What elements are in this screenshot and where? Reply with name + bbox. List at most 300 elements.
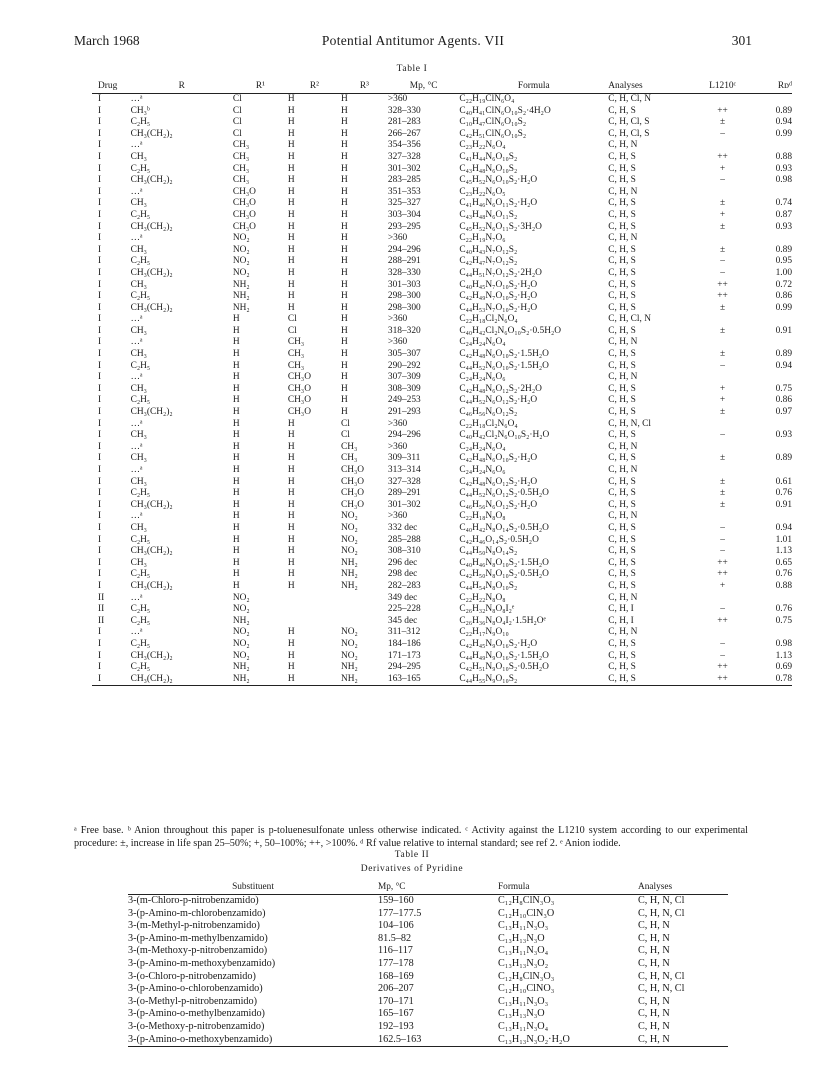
- table-cell: C, H, N: [608, 592, 638, 603]
- table-cell: H: [287, 291, 295, 302]
- table-cell: CH₃: [232, 140, 250, 151]
- table-cell: I: [98, 638, 102, 649]
- table-row: [92, 187, 792, 199]
- table-cell: C, H, N, Cl: [638, 907, 685, 919]
- table-row: [92, 662, 792, 674]
- table-cell: H: [288, 674, 341, 686]
- table-cell: >360: [387, 337, 408, 348]
- table-cell: 3-(m-Methoxy-p-nitrobenzamido): [128, 945, 268, 957]
- table-cell: C₄₄H₅₄N₈O₁₀S₂: [459, 580, 518, 591]
- table-cell: I: [98, 522, 102, 533]
- table-cell: >360: [387, 94, 408, 104]
- table-cell: C, H, N: [638, 945, 670, 957]
- table-cell: 225–228: [387, 604, 421, 615]
- table-row: [92, 453, 792, 465]
- table-cell: H: [232, 569, 240, 580]
- table-cell: 116–117: [378, 945, 413, 957]
- table-cell: I: [98, 302, 102, 313]
- table-cell: C₂H₅: [130, 604, 151, 615]
- table-cell: I: [98, 476, 102, 487]
- table-cell: ±: [719, 325, 726, 336]
- table-cell: I: [98, 627, 102, 638]
- table-cell: H: [287, 453, 295, 464]
- table-cell: CH₃(CH₂)₂: [130, 650, 173, 661]
- table-cell: …ᵃ: [130, 465, 143, 475]
- table-cell: 0.94: [775, 360, 792, 371]
- table-cell: 0.98: [775, 175, 792, 186]
- table-cell: C, H, N: [608, 372, 638, 383]
- table-cell: 104–106: [378, 920, 414, 932]
- table-cell: 0.74: [775, 198, 792, 209]
- table-cell: Cl: [232, 128, 242, 139]
- table-cell: 0.93: [775, 163, 792, 174]
- table1-footnote: ᵃ Free base. ᵇ Anion throughout this paper is p-toluenesulfonate unless otherwise indicated. ᶜ Activity against the L1210 system according to our experimental procedure: ±, increase in life span 25–50%; +, 50–100%; ++, >100%. ᵈ Rf value relative to internal standard; see ref 2. ᵉ Anion iodide.: [74, 825, 748, 849]
- table-cell: C₂H₅: [130, 117, 151, 128]
- table-cell: H: [232, 453, 240, 464]
- table-cell: 0.76: [775, 604, 792, 615]
- table-cell: Cl: [232, 94, 242, 104]
- table-cell: H: [232, 372, 240, 383]
- table-row: [92, 256, 792, 268]
- table-row: [92, 268, 792, 280]
- table-cell: [751, 140, 792, 152]
- table-row: [92, 616, 792, 628]
- table-cell: [751, 314, 792, 326]
- table-cell: [694, 140, 751, 152]
- table-cell: CH₃: [130, 557, 147, 568]
- table-cell: C₄₄H₄₉N₉O₁₆S₂·1.5H₂O: [459, 650, 549, 661]
- table-cell: NH₂: [232, 302, 250, 313]
- table-row: [92, 245, 792, 257]
- table-cell: C₂H₅: [130, 163, 151, 174]
- table-cell: C₁₃H₁₃N₃O₂·H₂O: [498, 1034, 638, 1047]
- table-cell: [751, 465, 792, 477]
- table-cell: NO₂: [232, 627, 250, 638]
- table-cell: 294–296: [387, 244, 421, 255]
- table-cell: 293–295: [387, 221, 421, 232]
- table-cell: 0.72: [775, 279, 792, 290]
- table-cell: C, H, S: [608, 267, 636, 278]
- table-cell: 0.89: [775, 349, 792, 360]
- table-cell: C₄₄H₅₂N₆O₁₀S₂·1.5H₂O: [459, 360, 549, 371]
- table-cell: C, H, S: [608, 279, 636, 290]
- table-cell: 298–300: [387, 291, 421, 302]
- table-cell: CH₃(CH₂)₂: [130, 580, 173, 591]
- table-cell: I: [98, 267, 102, 278]
- table-cell: CH₃: [130, 279, 147, 290]
- table-cell: 351–353: [387, 186, 421, 197]
- table-cell: …ᵃ: [130, 314, 143, 325]
- table-cell: C₄₃H₄₈N₆O₁₁S₂: [459, 209, 518, 220]
- table-cell: H: [287, 128, 295, 139]
- table-cell: …ᵃ: [130, 140, 143, 151]
- table-cell: 305–307: [387, 349, 421, 360]
- table-cell: CH₃O: [340, 465, 365, 475]
- table-cell: C₂H₅: [130, 488, 151, 499]
- table2-header-row: [128, 880, 728, 895]
- table-cell: C₄₄H₅₀N₈O₁₄S₂: [459, 546, 518, 557]
- table-cell: 327–328: [387, 151, 421, 162]
- table-cell: CH₃: [130, 325, 147, 336]
- table-cell: C, H, S: [608, 198, 636, 209]
- table-cell: 303–304: [387, 209, 421, 220]
- table-cell: ±: [719, 488, 726, 499]
- table-cell: –: [720, 267, 725, 278]
- table-cell: H: [232, 430, 240, 441]
- table-cell: C, H, Cl, N: [608, 314, 651, 325]
- table-cell: C₂H₅: [130, 638, 151, 649]
- table-cell: H: [287, 627, 295, 638]
- table-cell: 327–328: [387, 476, 421, 487]
- table-cell: C, H, S: [608, 244, 636, 255]
- table-cell: C₄₂H₅₁ClN₆O₁₀S₂: [459, 128, 527, 139]
- table-cell: 249–253: [387, 395, 421, 406]
- table-cell: NH₂: [341, 674, 388, 686]
- table-cell: I: [98, 209, 102, 220]
- table-cell: H: [287, 198, 295, 209]
- table-cell: I: [98, 349, 102, 360]
- table-cell: H: [287, 638, 295, 649]
- table-cell: I: [98, 221, 102, 232]
- table1: [92, 80, 792, 686]
- table-cell: C, H, N: [638, 1020, 670, 1032]
- table-cell: CH₃: [340, 441, 358, 452]
- table-cell: I: [98, 441, 102, 452]
- table-cell: C₂₃H₂₂N₆O₅: [459, 186, 506, 197]
- table-row: [92, 674, 792, 686]
- table-cell: C₄₀H₄₁ClN₆O₁₀S₂·4H₂O: [459, 105, 551, 116]
- table-cell: NO₂: [340, 546, 358, 557]
- table-cell: ++: [717, 279, 728, 290]
- table-cell: 298 dec: [387, 569, 418, 580]
- table-row: [92, 419, 792, 431]
- table-cell: 301–302: [387, 163, 421, 174]
- table-cell: [694, 511, 751, 523]
- table-cell: CH₃: [130, 349, 147, 360]
- table-cell: C, H, I: [608, 604, 634, 615]
- table-cell: I: [98, 128, 102, 139]
- table-cell: –: [720, 546, 725, 557]
- table-cell: 3-(o-Methoxy-p-nitrobenzamido): [128, 1020, 265, 1032]
- table-cell: 192–193: [378, 1020, 414, 1032]
- table-cell: 184–186: [387, 638, 421, 649]
- table-cell: C₂₂H₁₈Cl₂N₆O₄: [459, 418, 518, 429]
- table-cell: H: [287, 441, 295, 452]
- table-cell: C, H, S: [608, 221, 636, 232]
- table-cell: CH₃O: [287, 372, 311, 383]
- table-cell: H: [287, 430, 295, 441]
- table-cell: C₁₃H₁₁N₃O₃: [498, 920, 549, 932]
- table-cell: C₄₁H₄₆N₆O₁₁S₂·H₂O: [459, 198, 538, 209]
- table-cell: CH₃: [130, 383, 147, 394]
- table-cell: NH₂: [340, 557, 358, 568]
- table-cell: I: [98, 453, 102, 464]
- table-row: [128, 958, 728, 971]
- table-cell: H: [340, 407, 348, 418]
- table-cell: C₄₀H₄₆N₈O₁₀S₂·1.5H₂O: [459, 557, 549, 568]
- table-cell: …ᵃ: [130, 592, 143, 603]
- table-cell: ++: [717, 569, 728, 580]
- table-cell: C₁₃H₁₁N₃O₄: [498, 945, 549, 957]
- table-cell: ±: [719, 349, 726, 360]
- table-cell: NO₂: [232, 233, 250, 244]
- table-cell: 162.5–163: [378, 1034, 498, 1047]
- table-cell: 285–288: [387, 534, 421, 545]
- table-cell: I: [98, 105, 102, 116]
- table-cell: [694, 337, 751, 349]
- table-row: [92, 198, 792, 210]
- table-cell: H: [232, 349, 240, 360]
- table-cell: C₂H₅: [130, 395, 151, 406]
- table-cell: I: [98, 256, 102, 267]
- table-cell: C₄₂H₅₁N₉O₁₀S₂·0.5H₂O: [459, 662, 549, 673]
- table-cell: [694, 419, 751, 431]
- table-cell: 294–295: [387, 662, 421, 673]
- table-cell: ±: [719, 244, 726, 255]
- table-cell: I: [98, 534, 102, 545]
- table-cell: NO₂: [340, 627, 358, 638]
- table-cell: …ᵃ: [130, 337, 143, 348]
- table-cell: 0.76: [775, 569, 792, 580]
- table-row: [92, 291, 792, 303]
- table-cell: CH₃(CH₂)₂: [130, 175, 173, 186]
- table-cell: ±: [719, 453, 726, 464]
- table-cell: H: [287, 557, 295, 568]
- table-cell: C₄₂H₄₅N₉O₁₆S₂·H₂O: [459, 638, 538, 649]
- table-cell: 301–303: [387, 279, 421, 290]
- table-cell: C₂H₅: [130, 615, 151, 626]
- table-cell: II: [98, 604, 105, 615]
- table-cell: H: [287, 256, 295, 267]
- table-cell: 3-(m-Methyl-p-nitrobenzamido): [128, 920, 260, 932]
- table-row: [92, 210, 792, 222]
- table-cell: CH₃: [130, 476, 147, 487]
- table-cell: 81.5–82: [378, 932, 412, 944]
- table-cell: 0.69: [775, 662, 792, 673]
- table-row: [128, 1034, 728, 1047]
- table-cell: NO₂: [232, 638, 250, 649]
- table-cell: H: [340, 395, 348, 406]
- table-cell: 313–314: [387, 465, 421, 475]
- table-cell: Cl: [232, 105, 242, 116]
- table-cell: 301–302: [387, 499, 421, 510]
- table-cell: …ᵃ: [130, 627, 143, 638]
- table-cell: H: [232, 488, 240, 499]
- header-date: March 1968: [74, 33, 140, 48]
- table-cell: C, H, S: [608, 291, 636, 302]
- table-cell: C₂₂H₁₉N₇O₆: [459, 233, 506, 244]
- table-row: [92, 604, 792, 616]
- table-cell: 308–310: [387, 546, 421, 557]
- table-cell: C, H, S: [608, 430, 636, 441]
- table-cell: C₄₄H₅₂N₆O₁₂S₂·H₂O: [459, 395, 538, 406]
- table-row: [92, 558, 792, 570]
- table-cell: 3-(o-Chloro-p-nitrobenzamido): [128, 970, 256, 982]
- table-cell: 170–171: [378, 995, 414, 1007]
- table-cell: CH₃: [130, 453, 147, 464]
- table-cell: 1.13: [775, 546, 792, 557]
- table-cell: ++: [717, 662, 728, 673]
- table-cell: [341, 593, 388, 605]
- table-cell: 165–167: [378, 1008, 414, 1020]
- table-row: [92, 175, 792, 187]
- table-row: [92, 326, 792, 338]
- table-cell: H: [232, 383, 240, 394]
- table-cell: 0.91: [775, 325, 792, 336]
- table-cell: …ᵃ: [130, 94, 143, 104]
- table-row: [92, 337, 792, 349]
- table-cell: 291–293: [387, 407, 421, 418]
- table-cell: C, H, S: [608, 395, 636, 406]
- table-cell: H: [287, 511, 295, 522]
- table-cell: ±: [719, 198, 726, 209]
- table-cell: I: [98, 488, 102, 499]
- table-cell: I: [98, 325, 102, 336]
- table-cell: [288, 593, 341, 605]
- table-cell: C, H, S: [608, 522, 636, 533]
- table-cell: C, H, N: [638, 1034, 728, 1047]
- table2-column-header: Mp, °C: [378, 882, 406, 892]
- table-cell: 308–309: [387, 383, 421, 394]
- table-row: [128, 933, 728, 946]
- table-cell: NH₂: [232, 279, 250, 290]
- table-cell: H: [232, 511, 240, 522]
- table-cell: H: [340, 267, 348, 278]
- table-cell: –: [720, 650, 725, 661]
- table-cell: C, H, N: [638, 995, 670, 1007]
- table-cell: >360: [387, 314, 408, 325]
- table-cell: C, H, S: [608, 105, 636, 116]
- table-cell: NO₂: [232, 244, 250, 255]
- table-row: [92, 349, 792, 361]
- table-cell: ±: [719, 407, 726, 418]
- table1-column-header: Mp, °C: [409, 81, 438, 91]
- table1-caption: Table I: [396, 64, 428, 74]
- table-cell: –: [720, 175, 725, 186]
- table-cell: H: [232, 465, 240, 475]
- table-cell: C₂₂H₂₂N₈O₈: [459, 592, 506, 603]
- table-cell: I: [98, 407, 102, 418]
- table-cell: 177–178: [378, 957, 414, 969]
- table-cell: 325–327: [387, 198, 421, 209]
- table-cell: C, H, S: [608, 499, 636, 510]
- table-cell: CH₃: [130, 198, 147, 209]
- table-cell: CH₃O: [232, 198, 256, 209]
- table-cell: H: [232, 325, 240, 336]
- table-cell: C₂₂H₁₈Cl₂N₆O₄: [459, 314, 518, 325]
- table-cell: C, H, S: [608, 546, 636, 557]
- table-cell: C₄₀H₄₅N₇O₁₀S₂·H₂O: [459, 279, 538, 290]
- table-cell: >360: [387, 233, 408, 244]
- table-cell: I: [98, 580, 102, 591]
- table-cell: +: [719, 383, 726, 394]
- table-cell: C₂H₅: [130, 662, 151, 673]
- table-cell: CH₃: [130, 430, 147, 441]
- table-row: [92, 523, 792, 535]
- table-cell: [694, 593, 751, 605]
- table-cell: H: [287, 476, 295, 487]
- table-cell: CH₃(CH₂)₂: [130, 128, 173, 139]
- table-cell: C, H, N, Cl: [638, 983, 685, 995]
- table-cell: C₄₃H₄₈N₆O₁₀S₂: [459, 163, 518, 174]
- table-cell: C₁₃H₁₃N₃O₂: [498, 957, 549, 969]
- table-cell: 0.97: [775, 407, 792, 418]
- table-cell: ±: [719, 221, 726, 232]
- table-cell: CH₃: [232, 151, 250, 162]
- table-cell: 168–169: [378, 970, 414, 982]
- table-row: [128, 945, 728, 958]
- table-cell: H: [340, 221, 348, 232]
- table-cell: H: [340, 383, 348, 394]
- table-cell: CH₃: [287, 337, 305, 348]
- table-cell: 266–267: [387, 128, 421, 139]
- table-cell: CH₃(CH₂)₂: [130, 221, 173, 232]
- table-cell: +: [719, 209, 726, 220]
- table-cell: 0.93: [775, 221, 792, 232]
- table-cell: H: [232, 546, 240, 557]
- table1-column-header: Analyses: [608, 81, 643, 91]
- table-cell: C₁₃H₁₃N₃O: [498, 932, 545, 944]
- table-cell: I: [98, 175, 102, 186]
- table-cell: C₄₂H₄₈N₆O₁₀S₂·H₂O: [459, 453, 538, 464]
- table-cell: H: [340, 314, 348, 325]
- table-cell: NO₂: [232, 267, 250, 278]
- table-cell: H: [232, 522, 240, 533]
- table-cell: C₄₀H₄₃N₇O₁₂S₂: [459, 244, 518, 255]
- table-cell: H: [340, 105, 348, 116]
- table-cell: I: [98, 418, 102, 429]
- table-cell: [341, 604, 388, 616]
- table-row: [92, 280, 792, 292]
- table-row: [92, 314, 792, 326]
- table-row: [92, 372, 792, 384]
- table-cell: 289–291: [387, 488, 421, 499]
- table-cell: C, H, N, Cl: [638, 895, 685, 906]
- table-cell: I: [98, 430, 102, 441]
- table-cell: [751, 511, 792, 523]
- table-row: [92, 651, 792, 663]
- table-cell: 282–283: [387, 580, 421, 591]
- table-cell: H: [340, 256, 348, 267]
- table-cell: CH₃O: [232, 186, 256, 197]
- table-cell: 3-(p-Amino-m-methylbenzamido): [128, 932, 268, 944]
- table-row: [92, 395, 792, 407]
- table-cell: 307–309: [387, 372, 421, 383]
- table-cell: C₁₂H₁₀ClN₃O: [498, 907, 555, 919]
- table-cell: C₄₂H₅₀N₈O₁₀S₂·0.5H₂O: [459, 569, 549, 580]
- table-cell: 171–173: [387, 650, 421, 661]
- table-cell: C₄₄H₅₃N₇O₁₀S₂·H₂O: [459, 302, 538, 313]
- table-cell: C, H, S: [608, 580, 636, 591]
- table-cell: ++: [717, 105, 728, 116]
- table-cell: C₁₂H₈ClN₃O₃: [498, 895, 555, 906]
- table-cell: [751, 627, 792, 639]
- table-cell: C₄₄H₅₁N₇O₁₂S₂·2H₂O: [459, 267, 542, 278]
- table-cell: H: [340, 128, 348, 139]
- table-cell: 0.93: [775, 430, 792, 441]
- table-cell: C, H, S: [608, 302, 636, 313]
- table-cell: I: [98, 395, 102, 406]
- table-cell: –: [720, 522, 725, 533]
- table-cell: >360: [387, 441, 408, 452]
- table-cell: I: [98, 383, 102, 394]
- table-cell: C₂H₅: [130, 360, 151, 371]
- table-cell: I: [98, 117, 102, 128]
- table-row: [92, 430, 792, 442]
- table-cell: C₂₃H₂₂N₆O₄: [459, 140, 506, 151]
- table-row: [92, 233, 792, 245]
- table-cell: …ᵃ: [130, 372, 143, 383]
